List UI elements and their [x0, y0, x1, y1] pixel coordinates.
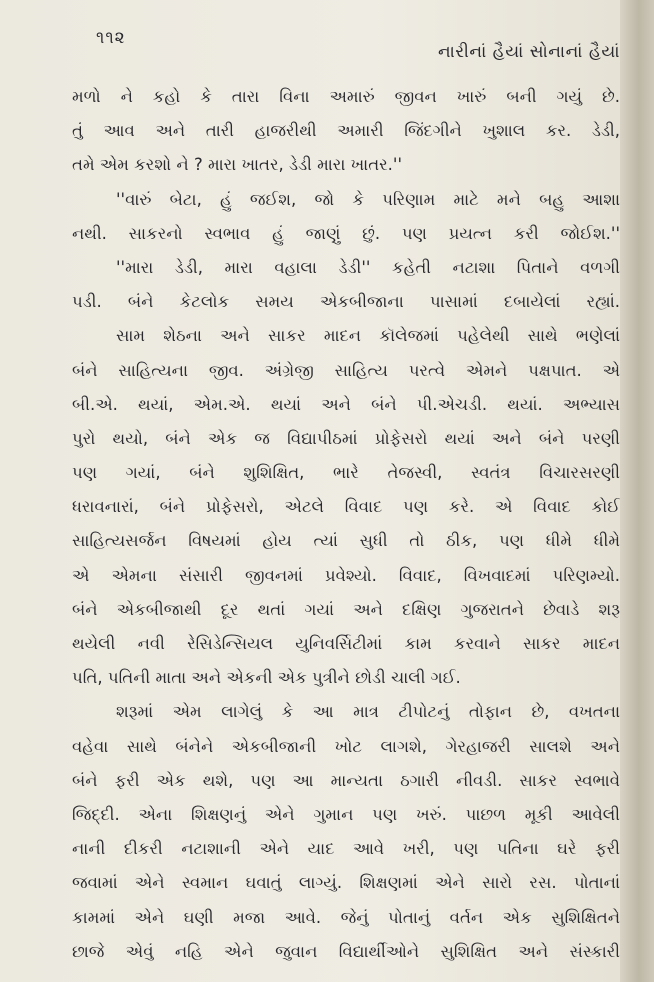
page-number: ૧૧૨ [96, 28, 126, 48]
page-edge-shadow [620, 0, 654, 982]
text-line: તું આવ અને તારી હાજરીથી અમારી જિંદગીને ખુશાલ કર. ડેડી, [72, 121, 620, 141]
text-line: જિદ્દી. એના શિક્ષણનું એને ગુમાન પણ ખરું. પાછળ મૂકી આવેલી [72, 804, 620, 824]
page-header [96, 28, 620, 68]
text-line: પણ ગયાં, બંને શુશિક્ષિત, ભારે તેજસ્વી, સ્વતંત્ર વિચારસરણી [72, 463, 620, 483]
text-line: પતિ, પતિની માતા અને એકની એક પુત્રીને છોડી ચાલી ગઈ. [72, 668, 461, 688]
text-line: બંને એકબીજાથી દૂર થતાં ગયાં અને દક્ષિણ ગુજરાતને છેવાડે શરૂ [72, 599, 620, 619]
text-line: સામ શેઠના અને સાકર માદન કૉલેજમાં પહેલેથી સાથે ભણેલાં [116, 326, 620, 346]
text-line: સાહિત્યસર્જન વિષયમાં હોય ત્યાં સુધી તો ઠીક, પણ ધીમે ધીમે [72, 531, 620, 551]
body-text [72, 80, 620, 969]
text-line: છાજે એવું નહિ એને જુવાન વિદ્યાર્થીઓને સુશિક્ષિત અને સંસ્કારી [72, 941, 620, 961]
text-line: ''મારા ડેડી, મારા વહાલા ડેડી'' કહેતી નટાશા પિતાને વળગી [116, 257, 620, 277]
text-line: બંને ફરી એક થશે, પણ આ માન્યતા ઠગારી નીવડી. સાકર સ્વભાવે [72, 770, 620, 790]
text-line: કામમાં એને ઘણી મજા આવે. જેનું પોતાનું વર્તન એક સુશિક્ષિતને [72, 907, 620, 927]
text-line: બંને સાહિત્યના જીવ. અંગ્રેજી સાહિત્ય પરત્વે એમને પક્ષપાત. એ [72, 360, 620, 380]
text-line: નાની દીકરી નટાશાની એને યાદ આવે ખરી, પણ પતિના ઘરે ફરી [72, 839, 620, 859]
text-line: ''વારું બેટા, હું જઈશ, જો કે પરિણામ માટે મને બહુ આશા [116, 189, 620, 209]
running-title: નારીનાં હૈયાં સોનાનાં હૈયાં [437, 42, 620, 62]
text-line: પડી. બંને કેટલોક સમય એકબીજાના પાસામાં દબાયેલાં રહ્યાં. [72, 292, 620, 312]
text-line: શરૂમાં એમ લાગેલું કે આ માત્ર ટીપોટનું તોફાન છે, વખતના [116, 702, 620, 722]
text-line: નથી. સાકરનો સ્વભાવ હું જાણું છું. પણ પ્રયત્ન કરી જોઈશ.'' [72, 223, 620, 243]
text-line: જવામાં એને સ્વમાન ઘવાતું લાગ્યું. શિક્ષણમાં એને સારો રસ. પોતાનાં [72, 873, 620, 893]
text-line: થયેલી નવી રેસિડેન્સિયલ યુનિવર્સિટીમાં કામ કરવાને સાકર માદન [72, 634, 620, 653]
text-line: ધરાવનારાં, બંને પ્રોફેસરો, એટલે વિવાદ પણ કરે. એ વિવાદ કોઈ [72, 497, 620, 517]
text-line: એ એમના સંસારી જીવનમાં પ્રવેશ્યો. વિવાદ, વિખવાદમાં પરિણમ્યો. [72, 565, 620, 585]
text-line: વહેવા સાથે બંનેને એકબીજાની ખોટ લાગશે, ગેરહાજરી સાલશે અને [72, 736, 620, 756]
text-line: પુરો થયો, બંને એક જ વિદ્યાપીઠમાં પ્રોફેસરો થયાં અને બંને પરણી [72, 428, 620, 448]
text-line: તમે એમ કરશો ને ? મારા ખાતર, ડેડી મારા ખાતર.'' [72, 155, 403, 175]
text-line: બી.એ. થયાં, એમ.એ. થયાં અને બંને પી.એચડી. થયાં. અભ્યાસ [72, 394, 620, 414]
text-line: મળો ને કહો કે તારા વિના અમારું જીવન ખારું બની ગયું છે. [72, 87, 620, 106]
